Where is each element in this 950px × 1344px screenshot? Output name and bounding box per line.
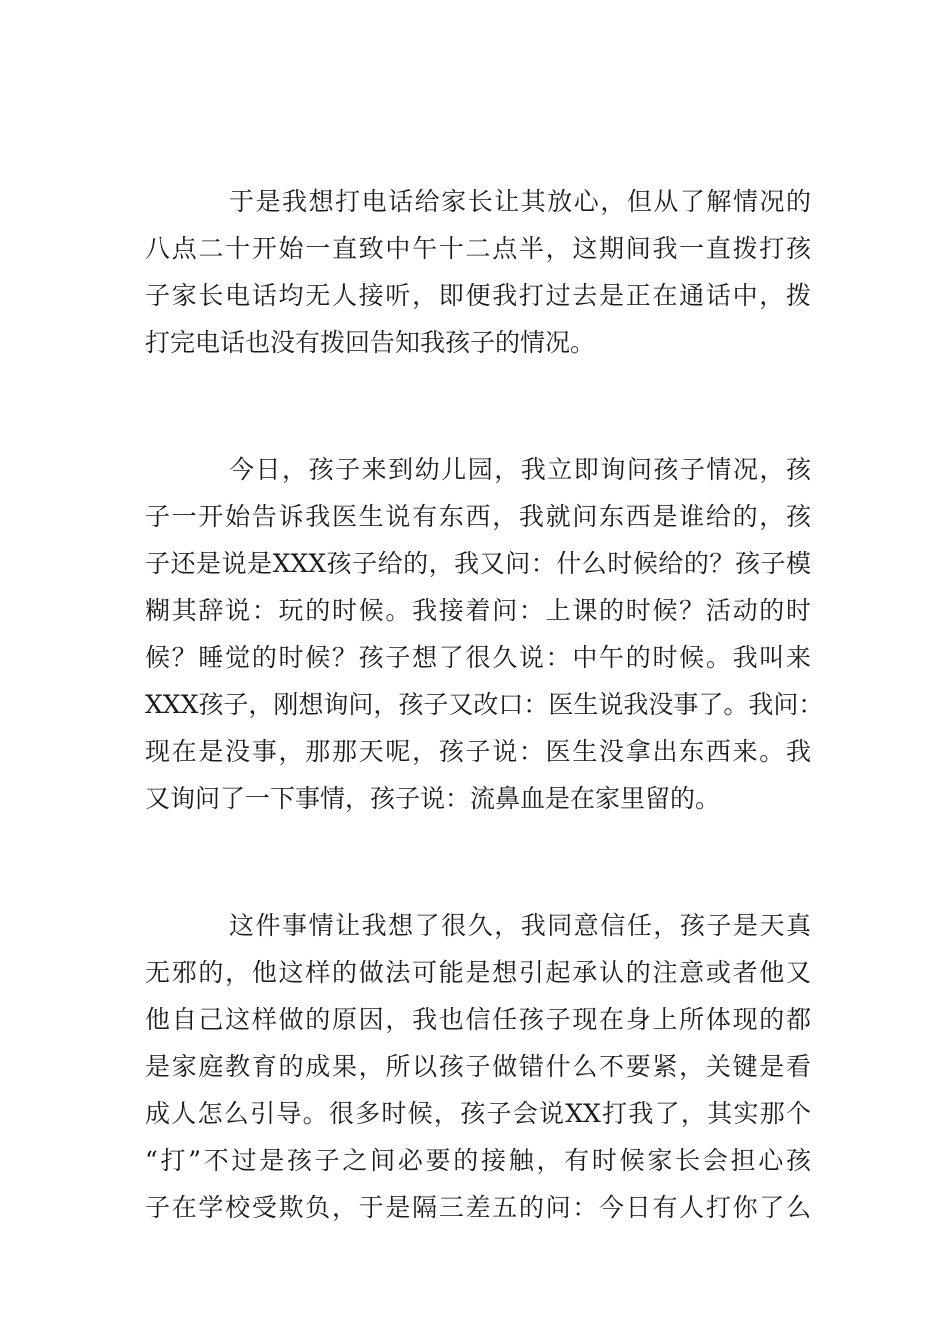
paragraph-line: 糊其辞说：玩的时候。我接着问：上课的时候？活动的时 <box>145 596 811 625</box>
paragraph-line: “打”不过是孩子之间必要的接触，有时候家长会担心孩 <box>145 1146 811 1175</box>
paragraph-line: 又询问了一下事情，孩子说：流鼻血是在家里留的。 <box>145 784 721 813</box>
paragraph-line: 子一开始告诉我医生说有东西，我就问东西是谁给的，孩 <box>145 502 811 531</box>
paragraph-line: 是家庭教育的成果，所以孩子做错什么不要紧，关键是看 <box>145 1052 811 1081</box>
paragraph-line: 这件事情让我想了很久，我同意信任，孩子是天真 <box>229 911 811 940</box>
paragraph-1 <box>145 178 811 366</box>
paragraph-line: 今日，孩子来到幼儿园，我立即询问孩子情况，孩 <box>229 455 811 484</box>
paragraph-line: 他自己这样做的原因，我也信任孩子现在身上所体现的都 <box>145 1005 811 1034</box>
paragraph-line: 打完电话也没有拨回告知我孩子的情况。 <box>145 328 596 357</box>
document-body <box>145 178 824 1231</box>
paragraph-line: 子还是说是XXX孩子给的，我又问：什么时候给的？孩子模 <box>145 549 811 578</box>
paragraph-line: 无邪的，他这样的做法可能是想引起承认的注意或者他又 <box>145 958 811 987</box>
paragraph-line: 八点二十开始一直致中午十二点半，这期间我一直拨打孩 <box>145 234 811 263</box>
paragraph-3 <box>145 902 811 1231</box>
paragraph-line: 于是我想打电话给家长让其放心，但从了解情况的 <box>229 187 811 216</box>
paragraph-line: XXX孩子，刚想询问，孩子又改口：医生说我没事了。我问： <box>145 690 824 719</box>
paragraph-line: 成人怎么引导。很多时候，孩子会说XX打我了，其实那个 <box>145 1099 811 1128</box>
paragraph-line: 候？睡觉的时候？孩子想了很久说：中午的时候。我叫来 <box>145 643 811 672</box>
paragraph-2 <box>145 446 824 822</box>
paragraph-line: 子在学校受欺负，于是隔三差五的问：今日有人打你了么 <box>145 1193 811 1222</box>
paragraph-line: 子家长电话均无人接听，即便我打过去是正在通话中，拨 <box>145 281 811 310</box>
paragraph-spacer <box>145 822 811 902</box>
paragraph-spacer <box>145 366 811 446</box>
paragraph-line: 现在是没事，那那天呢，孩子说：医生没拿出东西来。我 <box>145 737 811 766</box>
